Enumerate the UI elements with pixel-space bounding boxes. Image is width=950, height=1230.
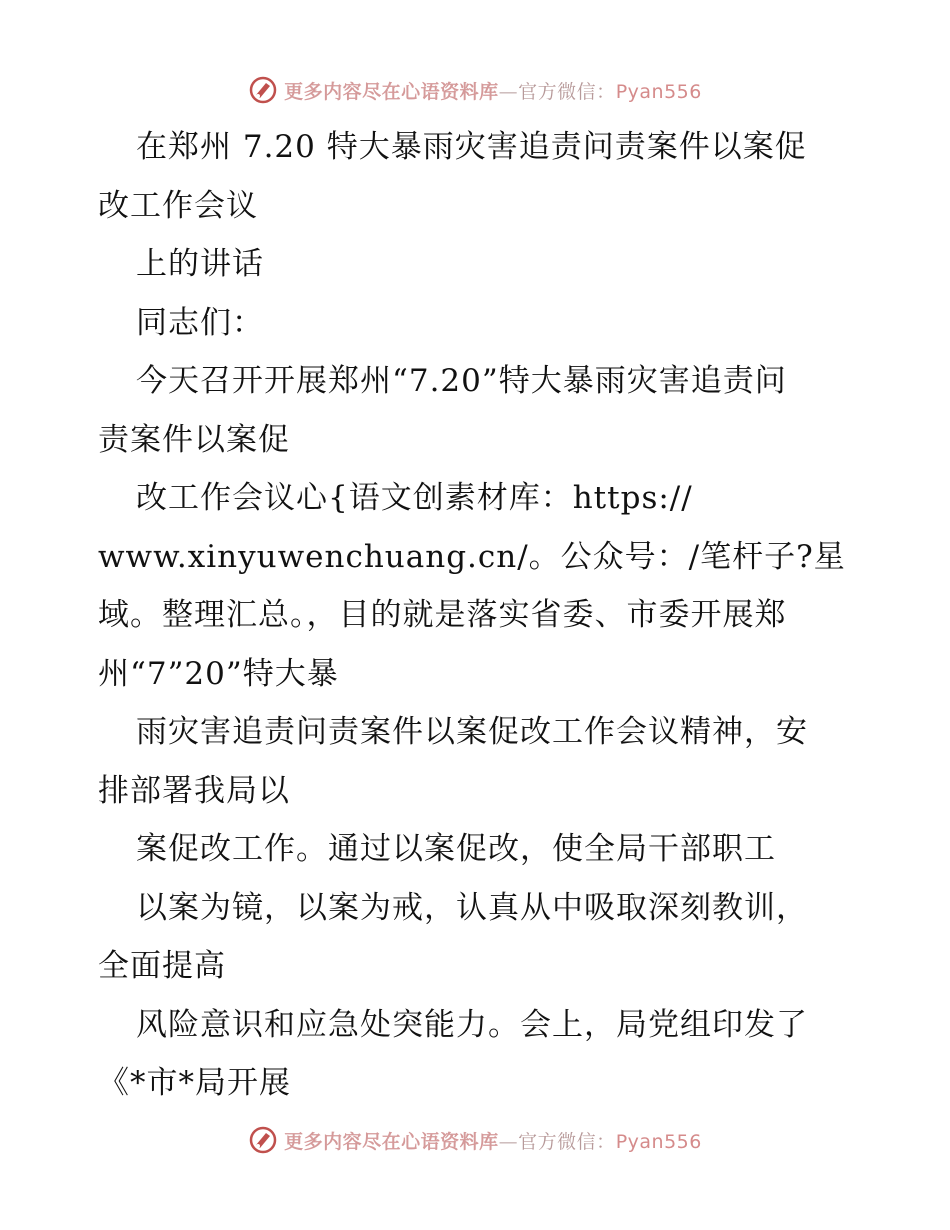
document-line: 改工作会议心{语文创素材库：https:// [136,480,693,516]
document-line: 同志们： [136,304,264,341]
watermark-wechat-id: Pyan556 [615,1130,702,1153]
document-line: 域。整理汇总。，目的就是落实省委、市委开展郑 [98,597,787,633]
watermark-wechat-label: 官方微信： [518,1130,616,1153]
watermark-separator: — [498,80,519,103]
document-line: 雨灾害追责问责案件以案促改工作会议精神，安 [136,714,808,750]
document-line: 上的讲话 [136,246,264,282]
watermark-text [284,1127,702,1154]
ink-pen-logo-icon [248,1125,278,1155]
document-line: 责案件以案促 [98,421,290,458]
document-line: 州“7”20”特大暴 [98,655,339,692]
watermark-wechat-label: 官方微信： [518,80,616,103]
document-body [98,118,858,1113]
document-line: 今天召开开展郑州“7.20”特大暴雨灾害追责问 [136,363,787,399]
document-line: 案促改工作。通过以案促改，使全局干部职工 [136,831,776,867]
document-line: 《*市*局开展 [98,1065,291,1101]
document-line: 风险意识和应急处突能力。会上，局党组印发了 [136,1006,808,1043]
document-line: 排部署我局以 [98,772,290,809]
document-line: 全面提高 [98,948,226,984]
watermark-banner-top [0,70,950,110]
watermark-separator: — [498,1130,519,1153]
watermark-main-text: 更多内容尽在心语资料库 [284,1130,499,1153]
watermark-wechat-id: Pyan556 [615,80,702,103]
document-line: 以案为镜，以案为戒，认真从中吸取深刻教训， [136,889,808,926]
watermark-banner-bottom [0,1120,950,1160]
document-line: 在郑州 7.20 特大暴雨灾害追责问责案件以案促 [136,129,807,165]
watermark-text [284,77,702,104]
document-line: 改工作会议 [98,187,258,224]
watermark-main-text: 更多内容尽在心语资料库 [284,80,499,103]
ink-pen-logo-icon [248,75,278,105]
document-line: www.xinyuwenchuang.cn/。公众号：/笔杆子?星 [98,538,846,575]
